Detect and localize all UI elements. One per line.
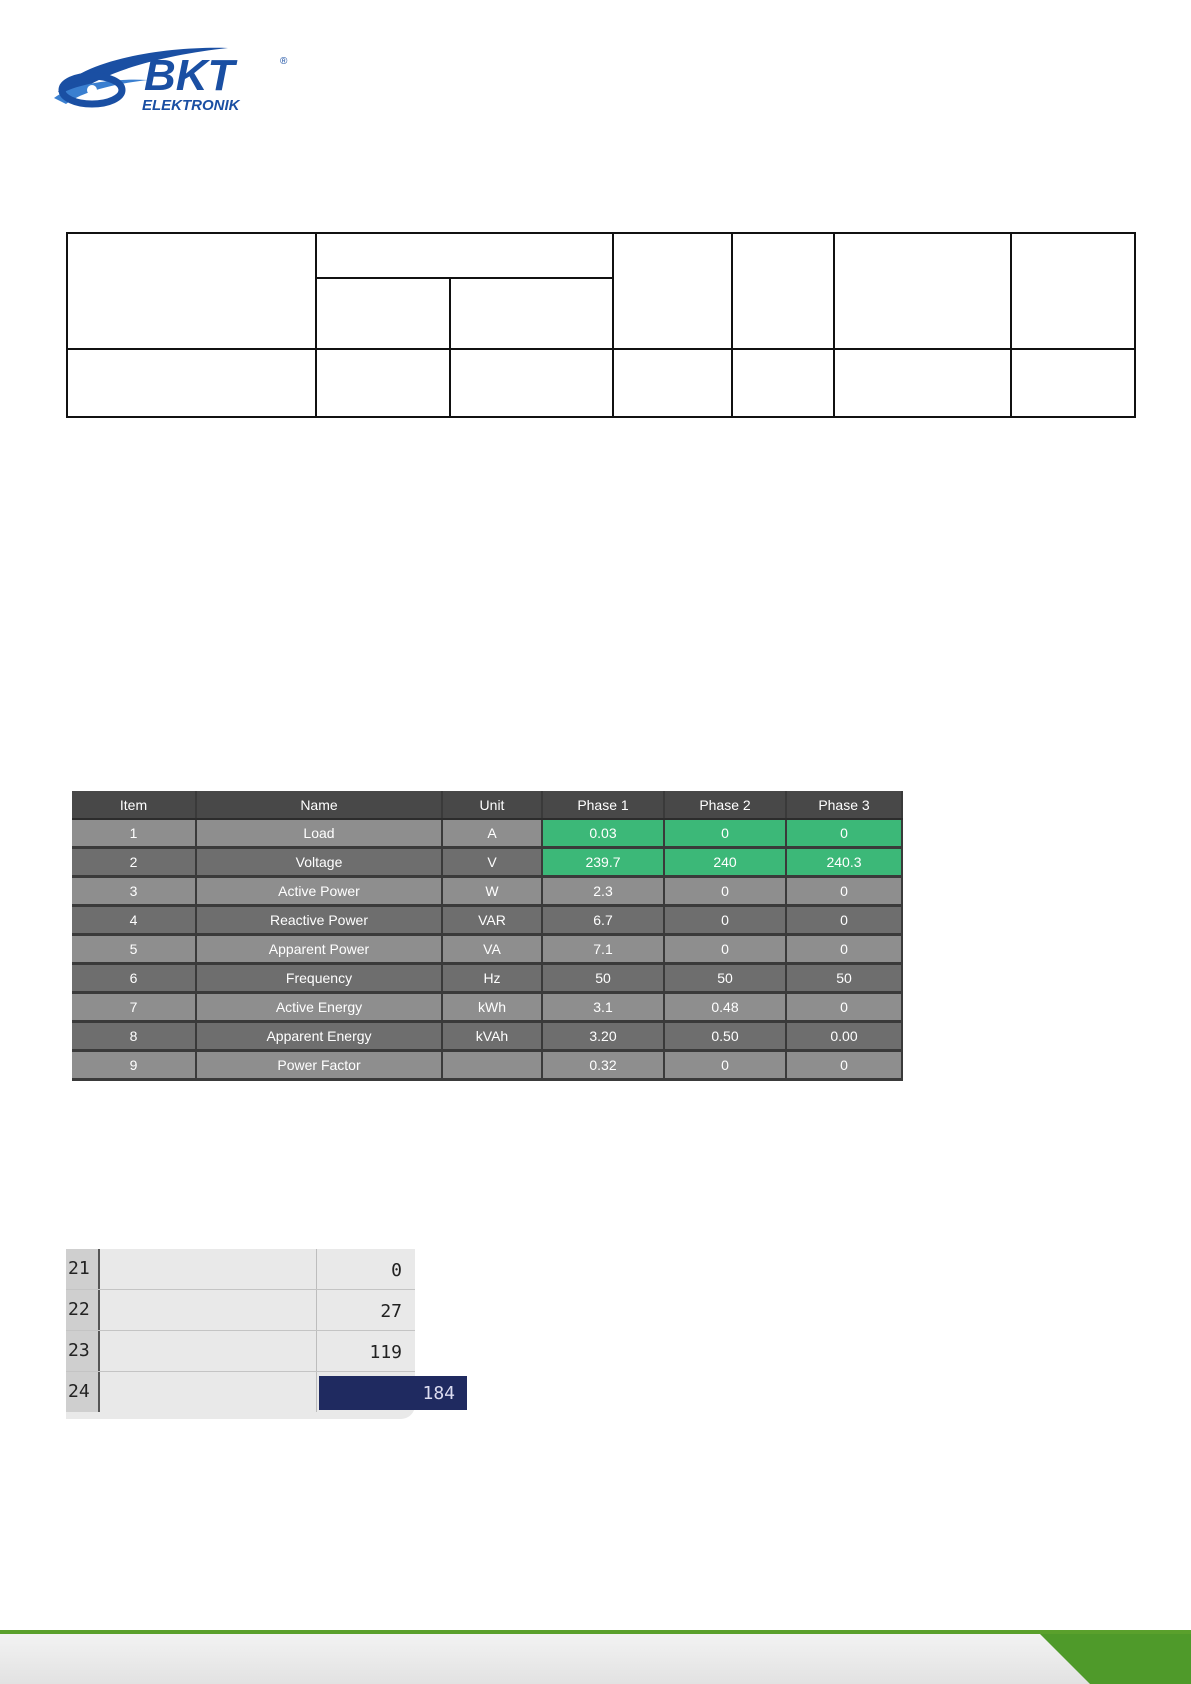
row-number[interactable]: 23 [66,1331,100,1371]
phase-2-cell: 0 [664,906,786,935]
table-header-row [72,791,902,819]
blank-cell [732,233,834,349]
phase-1-cell: 2.3 [542,877,664,906]
row-number[interactable]: 21 [66,1249,100,1289]
spreadsheet-fragment [66,1249,455,1419]
phase-1-cell: 0.32 [542,1051,664,1080]
phase-3-cell: 0 [786,819,902,848]
name-cell: Load [196,819,442,848]
measurement-table [72,791,903,1081]
item-cell: 6 [72,964,196,993]
unit-cell: Hz [442,964,542,993]
item-cell: 7 [72,993,196,1022]
name-cell: Frequency [196,964,442,993]
header-item: Item [72,791,196,819]
phase-2-cell: 0.48 [664,993,786,1022]
unit-cell: A [442,819,542,848]
row-number[interactable]: 24 [66,1372,100,1412]
blank-cell [732,349,834,417]
blank-cell [450,278,613,349]
sheet-cell[interactable] [99,1331,317,1371]
sheet-row [66,1372,455,1412]
selected-cell[interactable]: 184 [319,1376,467,1410]
phase-1-cell: 239.7 [542,848,664,877]
phase-3-cell: 0 [786,877,902,906]
phase-2-cell: 240 [664,848,786,877]
item-cell: 9 [72,1051,196,1080]
header-name: Name [196,791,442,819]
phase-3-cell: 0.00 [786,1022,902,1051]
sheet-value-cell[interactable]: 27 [380,1301,402,1322]
phase-3-cell: 50 [786,964,902,993]
phase-2-cell: 0 [664,1051,786,1080]
table-row [72,1051,902,1080]
phase-2-cell: 0 [664,935,786,964]
sheet-value-cell[interactable]: 119 [369,1342,402,1363]
brand-name: BKT [144,51,235,100]
unit-cell: V [442,848,542,877]
blank-cell [67,349,316,417]
blank-cell [67,233,316,349]
blank-cell [450,349,613,417]
phase-1-cell: 6.7 [542,906,664,935]
header-phase-1: Phase 1 [542,791,664,819]
footer-band [0,1630,1191,1684]
bkt-elektronik-logo [52,40,292,116]
item-cell: 8 [72,1022,196,1051]
header-phase-3: Phase 3 [786,791,902,819]
phase-1-cell: 3.20 [542,1022,664,1051]
phase-1-cell: 3.1 [542,993,664,1022]
phase-1-cell: 7.1 [542,935,664,964]
unit-cell: W [442,877,542,906]
name-cell: Voltage [196,848,442,877]
unit-cell [442,1051,542,1080]
sheet-row [66,1249,415,1290]
item-cell: 5 [72,935,196,964]
brand-subname: ELEKTRONIK [142,97,240,114]
header-unit: Unit [442,791,542,819]
phase-2-cell: 50 [664,964,786,993]
item-cell: 4 [72,906,196,935]
blank-cell [834,349,1011,417]
sheet-cell[interactable] [99,1290,317,1330]
header-phase-2: Phase 2 [664,791,786,819]
blank-cell [316,233,613,278]
phase-3-cell: 0 [786,993,902,1022]
blank-cell [316,349,450,417]
table-row [72,819,902,848]
phase-1-cell: 0.03 [542,819,664,848]
blank-cell [613,349,732,417]
blank-cell [834,233,1011,349]
blank-cell [316,278,450,349]
table-row [72,993,902,1022]
row-number[interactable]: 22 [66,1290,100,1330]
phase-3-cell: 0 [786,1051,902,1080]
table-row [72,1022,902,1051]
unit-cell: kWh [442,993,542,1022]
phase-3-cell: 0 [786,935,902,964]
blank-cell [613,233,732,349]
unit-cell: VAR [442,906,542,935]
table-row [72,848,902,877]
table-row [72,877,902,906]
name-cell: Apparent Energy [196,1022,442,1051]
unit-cell: kVAh [442,1022,542,1051]
table-row [72,935,902,964]
name-cell: Active Energy [196,993,442,1022]
sheet-row [66,1290,415,1331]
sheet-row [66,1331,415,1372]
item-cell: 1 [72,819,196,848]
sheet-cell[interactable] [99,1372,317,1412]
phase-1-cell: 50 [542,964,664,993]
phase-2-cell: 0 [664,877,786,906]
table-row [72,964,902,993]
sheet-cell[interactable] [99,1249,317,1289]
registered-mark: ® [280,56,288,67]
phase-2-cell: 0 [664,819,786,848]
name-cell: Power Factor [196,1051,442,1080]
blank-table [66,232,1136,418]
phase-3-cell: 240.3 [786,848,902,877]
table-row [72,906,902,935]
name-cell: Active Power [196,877,442,906]
sheet-value-cell[interactable]: 0 [391,1260,402,1281]
unit-cell: VA [442,935,542,964]
item-cell: 2 [72,848,196,877]
blank-cell [1011,349,1135,417]
item-cell: 3 [72,877,196,906]
phase-2-cell: 0.50 [664,1022,786,1051]
phase-3-cell: 0 [786,906,902,935]
name-cell: Reactive Power [196,906,442,935]
blank-cell [1011,233,1135,349]
name-cell: Apparent Power [196,935,442,964]
